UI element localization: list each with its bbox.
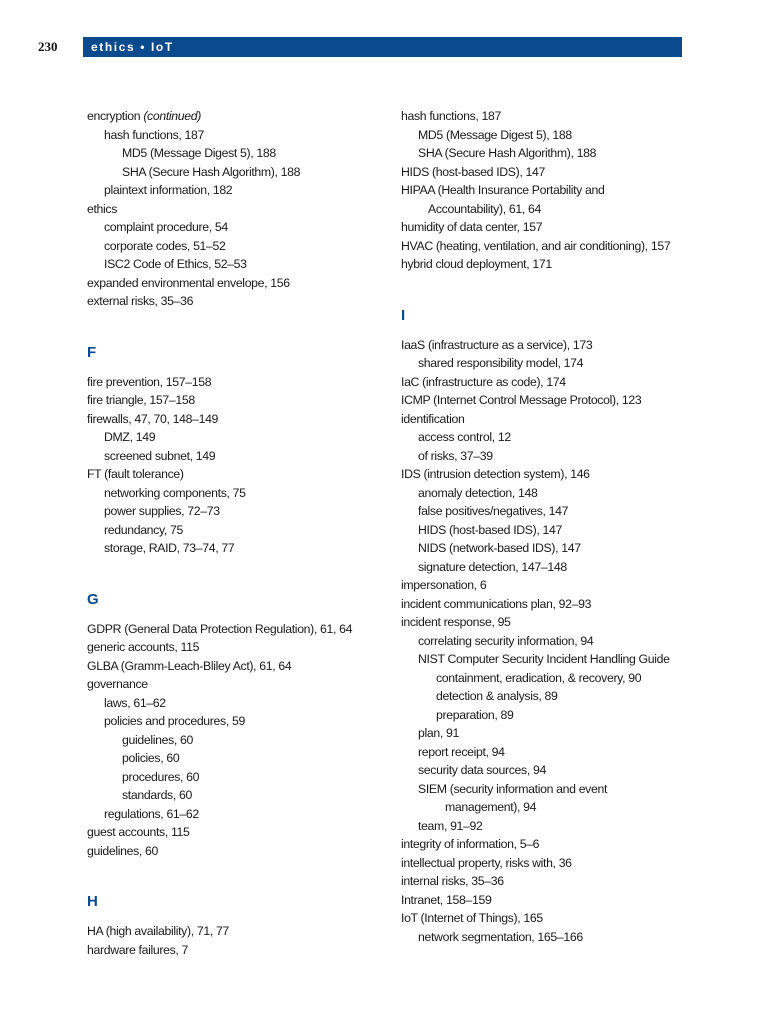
index-entry: IaC (infrastructure as code), 174 [401,374,566,389]
index-subentry: standards, 60 [122,788,192,802]
index-entry: guidelines, 60 [87,843,158,858]
index-subentry: regulations, 61–62 [104,806,199,821]
index-entry: HVAC (heating, ventilation, and air conditioning), 157 [401,238,671,253]
index-subentry: false positives/negatives, 147 [418,504,569,518]
index-subentry: plan, 91 [418,726,459,740]
index-subentry: policies and procedures, 59 [104,714,245,728]
index-entry: firewalls, 47, 70, 148–149 [87,411,219,426]
index-subentry: signature detection, 147–148 [418,559,567,574]
index-subentry: preparation, 89 [436,707,514,722]
index-entry: fire triangle, 157–158 [87,393,195,407]
index-subentry: SHA (Secure Hash Algorithm), 188 [418,146,597,160]
index-column-right [401,107,701,946]
index-subentry: procedures, 60 [122,769,200,784]
index-subentry: guidelines, 60 [122,732,193,747]
index-entry: integrity of information, 5–6 [401,837,540,851]
index-entry: expanded environmental envelope, 156 [87,275,290,290]
index-subentry: corporate codes, 51–52 [104,238,226,253]
index-subentry: networking components, 75 [104,485,246,500]
index-subentry: ISC2 Code of Ethics, 52–53 [104,257,247,271]
index-entry: hash functions, 187 [401,109,501,123]
page-number: 230 [38,39,58,54]
index-subentry: HIDS (host-based IDS), 147 [418,522,562,537]
index-entry: ethics [87,201,118,216]
index-subentry: hash functions, 187 [104,127,204,142]
section-letter-g: G [87,590,99,608]
index-entry: impersonation, 6 [401,578,487,592]
index-column-left [87,107,387,959]
index-subentry: MD5 (Message Digest 5), 188 [122,146,276,160]
index-entry: GDPR (General Data Protection Regulation), 61, 64 [87,621,353,636]
index-subentry: plaintext information, 182 [104,183,233,197]
index-subentry: NIDS (network-based IDS), 147 [418,541,581,555]
index-subentry: NIST Computer Security Incident Handling Guide [418,652,670,666]
section-letter-i: I [401,306,406,324]
index-entry: Intranet, 158–159 [401,892,492,907]
index-entry [87,107,387,126]
index-subentry: MD5 (Message Digest 5), 188 [418,127,572,142]
index-subentry: anomaly detection, 148 [418,485,538,500]
index-entry: identification [401,411,465,426]
section-letter-h: H [87,893,98,910]
index-subentry: complaint procedure, 54 [104,220,228,234]
index-entry: fire prevention, 157–158 [87,374,212,389]
index-subentry: laws, 61–62 [104,695,166,710]
index-subentry: redundancy, 75 [104,522,183,537]
index-subentry: containment, eradication, & recovery, 90 [436,670,642,685]
index-subentry: shared responsibility model, 174 [418,356,584,370]
index-subentry: report receipt, 94 [418,744,505,759]
index-entry: FT (fault tolerance) [87,467,184,481]
index-entry: guest accounts, 115 [87,825,190,839]
index-entry: generic accounts, 115 [87,640,200,654]
index-subentry: DMZ, 149 [104,430,156,444]
index-subentry: security data sources, 94 [418,763,546,777]
index-subentry: access control, 12 [418,430,511,444]
index-subentry: detection & analysis, 89 [436,689,558,703]
section-letter-f: F [87,343,97,361]
index-entry: IDS (intrusion detection system), 146 [401,467,590,481]
index-entry: IoT (Internet of Things), 165 [401,911,543,925]
index-entry: incident response, 95 [401,615,511,629]
index-subentry: SIEM (security information and event management), 94 [418,781,608,814]
index-subentry: policies, 60 [122,751,180,765]
index-subentry: SHA (Secure Hash Algorithm), 188 [122,164,301,179]
index-entry: external risks, 35–36 [87,294,194,308]
index-entry: intellectual property, risks with, 36 [401,855,572,870]
index-entry: governance [87,677,148,691]
index-entry: hardware failures, 7 [87,942,188,957]
continued-note: (continued) [143,109,201,123]
index-entry: incident communications plan, 92–93 [401,596,592,611]
index-entry: IaaS (infrastructure as a service), 173 [401,337,593,352]
index-subentry: network segmentation, 165–166 [418,929,583,944]
index-entry: GLBA (Gramm-Leach-Bliley Act), 61, 64 [87,658,292,673]
index-subentry: storage, RAID, 73–74, 77 [104,541,235,555]
running-head: ethics • IoT [83,37,682,57]
index-entry: humidity of data center, 157 [401,220,543,234]
index-entry: HIPAA (Health Insurance Portability and Accountability), 61, 64 [401,183,605,216]
index-subentry: screened subnet, 149 [104,448,216,463]
index-entry: HA (high availability), 71, 77 [87,924,229,938]
index-subentry: power supplies, 72–73 [104,504,220,518]
index-entry: internal risks, 35–36 [401,874,504,888]
index-subentry: of risks, 37–39 [418,448,493,463]
index-term: encryption [87,109,144,123]
index-entry: hybrid cloud deployment, 171 [401,257,552,271]
index-subentry: team, 91–92 [418,818,483,833]
index-entry: ICMP (Internet Control Message Protocol), 123 [401,393,642,407]
index-entry: HIDS (host-based IDS), 147 [401,164,545,179]
index-subentry: correlating security information, 94 [418,633,594,648]
